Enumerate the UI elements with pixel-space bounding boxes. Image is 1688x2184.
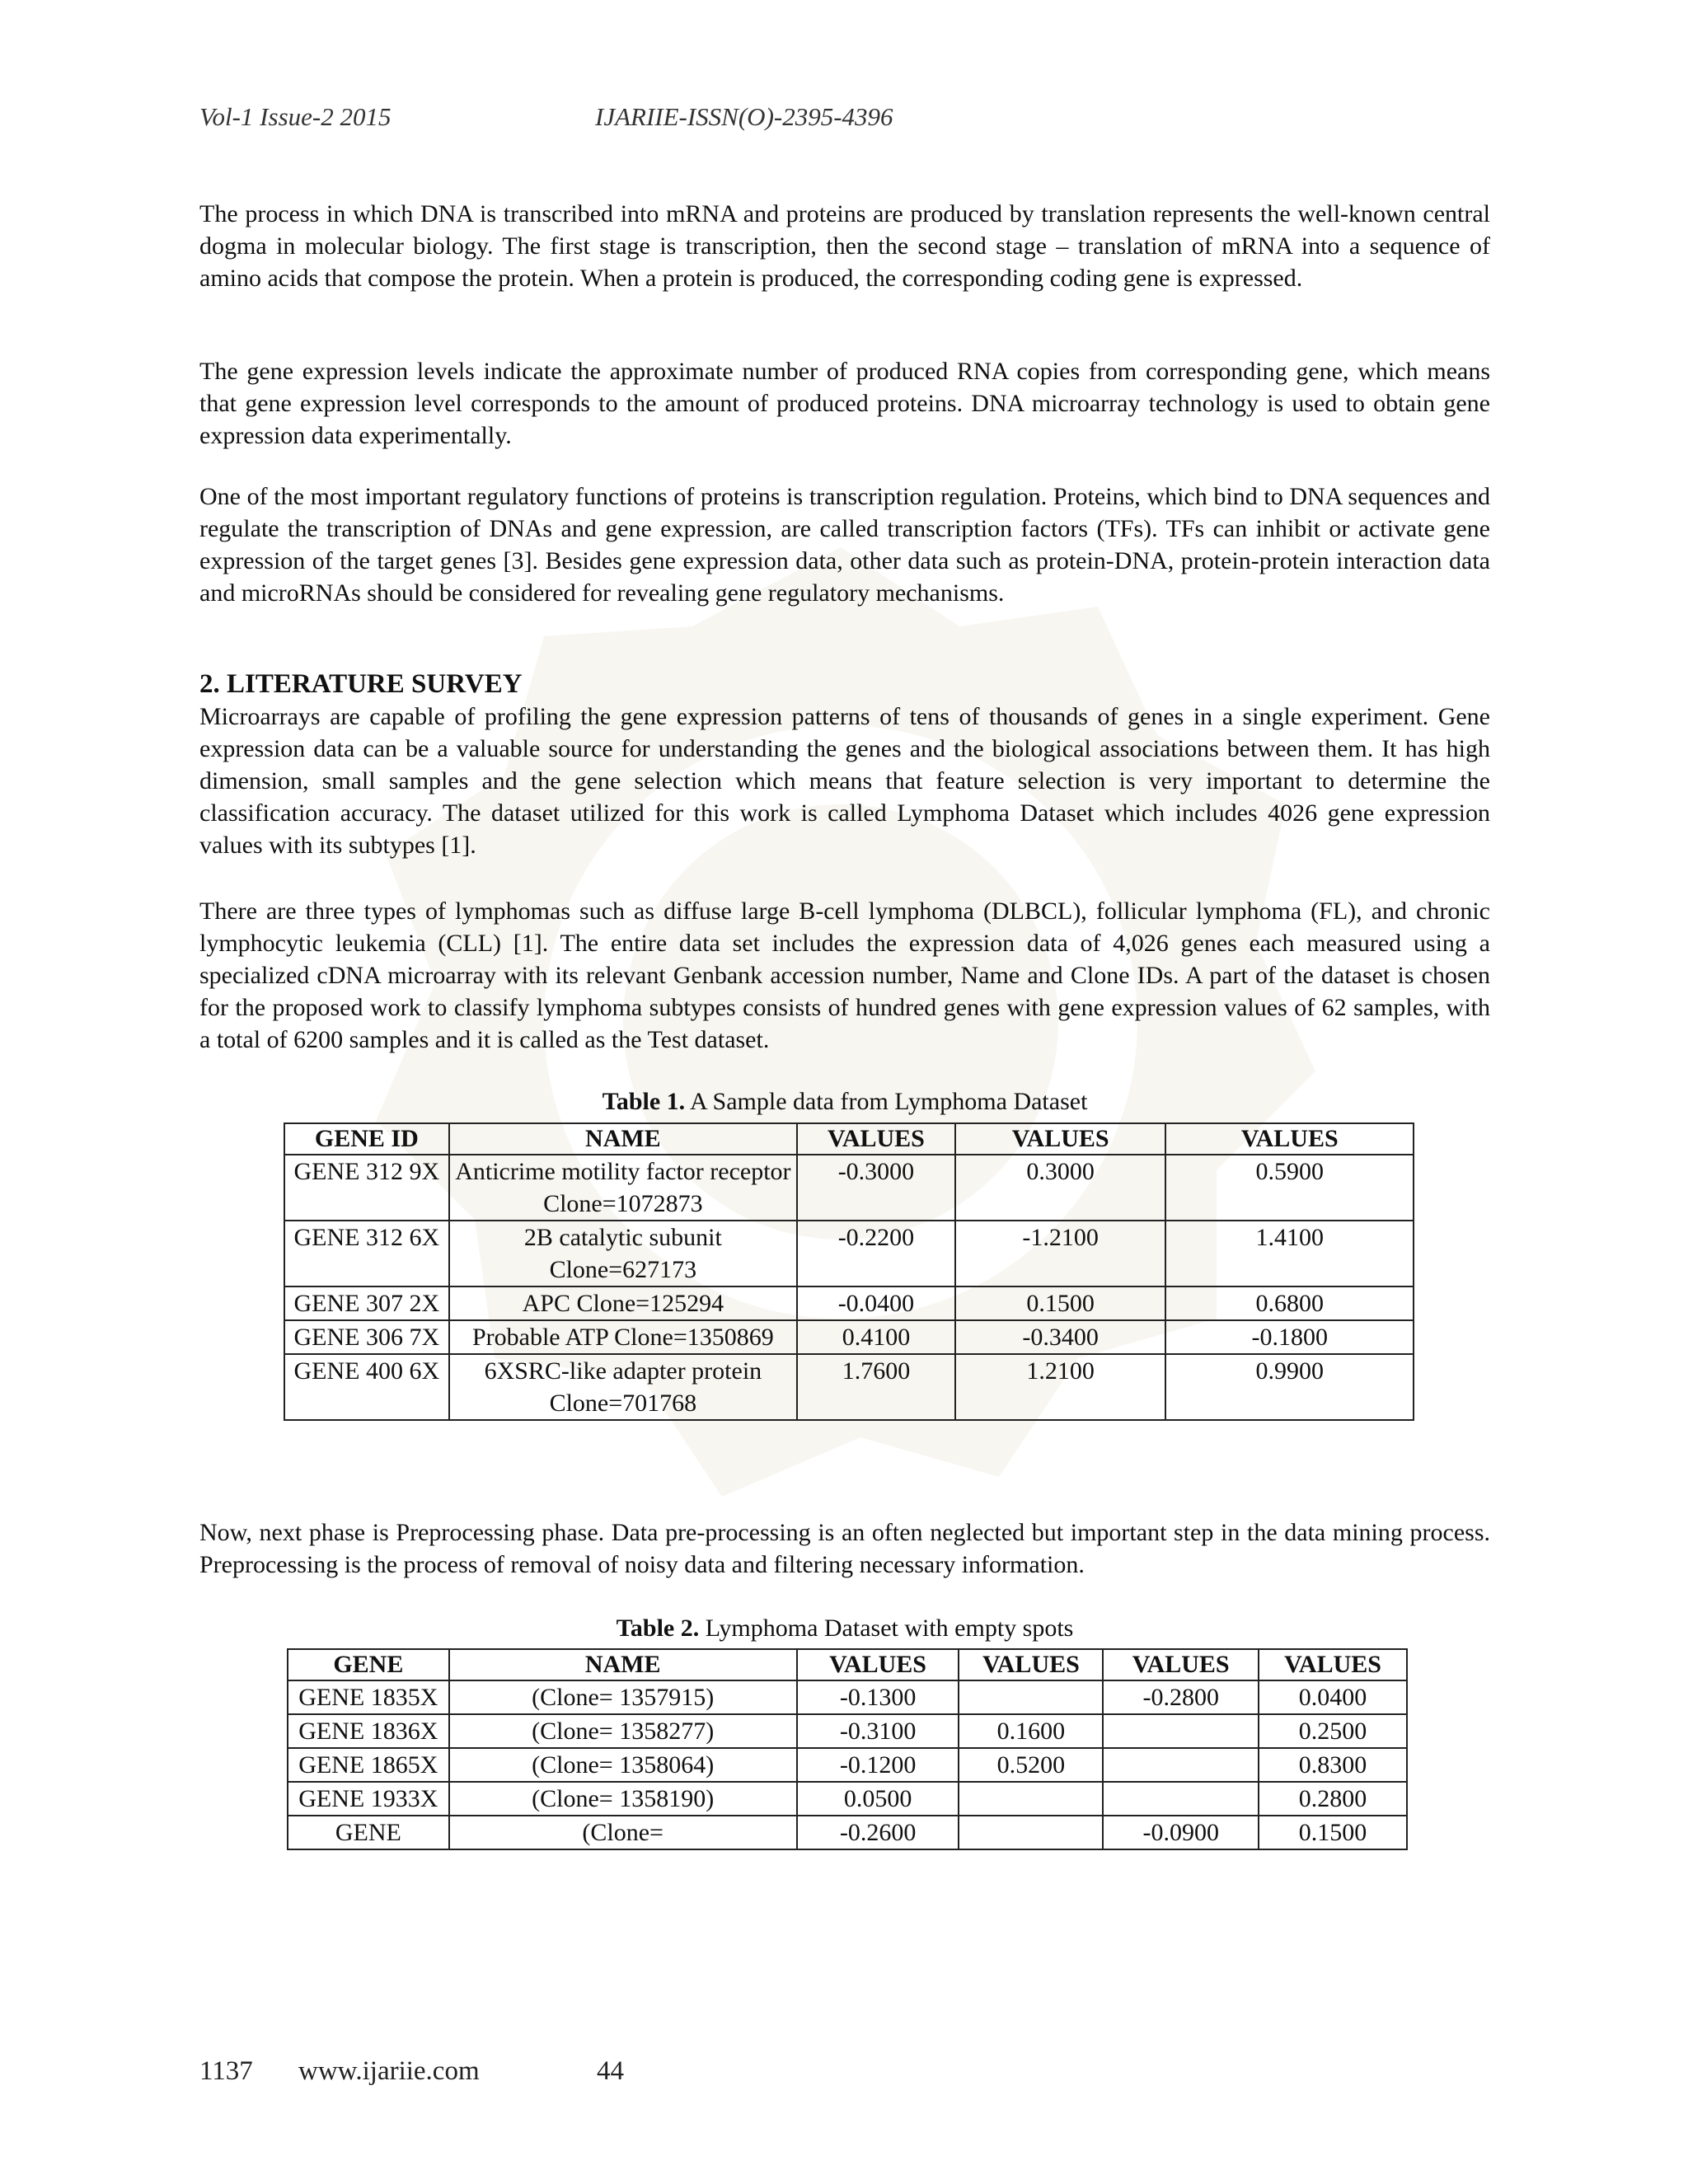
table-cell: GENE 400 6X: [284, 1354, 449, 1420]
table-cell: 0.1500: [955, 1286, 1166, 1320]
table-cell: (Clone= 1358277): [449, 1714, 797, 1748]
table-cell: 1.4100: [1165, 1221, 1414, 1286]
footer-page-number: 44: [597, 2056, 624, 2086]
table-cell: -0.0900: [1103, 1816, 1259, 1849]
paragraph-microarrays: Microarrays are capable of profiling the gene expression patterns of tens of thousands of genes in a single experiment. Gene expression data can be a valuable source for understanding the genes and the biological associations between them. It has high dimension, small samples and the gene selection which means that feature selection is very important to determine the classification accuracy. The dataset utilized for this work is called Lymphoma Dataset which includes 4026 gene expression values with its subtypes [1].: [199, 703, 1490, 859]
table-row: [284, 1354, 1414, 1420]
table-1-caption-label: Table 1.: [602, 1088, 686, 1115]
table-cell: (Clone=: [449, 1816, 797, 1849]
table-cell: 0.5900: [1165, 1155, 1414, 1221]
table-cell: -0.3400: [955, 1320, 1166, 1354]
table-2-caption: [199, 1613, 1490, 1644]
column-header: VALUES: [1165, 1123, 1414, 1155]
footer-article-number: 1137: [199, 2056, 253, 2086]
table-cell: GENE 1933X: [288, 1782, 449, 1816]
table-cell: 0.3000: [955, 1155, 1166, 1221]
table-cell: (Clone= 1358190): [449, 1782, 797, 1816]
column-header: VALUES: [959, 1649, 1103, 1680]
table-cell: -0.2600: [797, 1816, 959, 1849]
column-header: VALUES: [797, 1123, 955, 1155]
table-cell: GENE 312 6X: [284, 1221, 449, 1286]
table-cell: GENE 312 9X: [284, 1155, 449, 1221]
paragraph-2-block: [199, 355, 1490, 452]
table-header-row: [284, 1123, 1414, 1155]
section-literature-survey: [199, 668, 1490, 861]
table-1-sample-lymphoma: [284, 1122, 1414, 1421]
table-cell: GENE 1865X: [288, 1748, 449, 1782]
table-cell: APC Clone=125294: [449, 1286, 797, 1320]
table-2-empty-spots: [287, 1648, 1408, 1850]
table-row: [288, 1748, 1407, 1782]
column-header: NAME: [449, 1123, 797, 1155]
table-cell: (Clone= 1357915): [449, 1680, 797, 1714]
section-heading: 2. LITERATURE SURVEY: [199, 669, 523, 699]
paragraph-1-block: [199, 198, 1490, 294]
paragraph-3-block: [199, 480, 1490, 609]
table-row: [284, 1155, 1414, 1221]
table-1-caption-text: A Sample data from Lymphoma Dataset: [685, 1088, 1088, 1115]
table-cell: 1.2100: [955, 1354, 1166, 1420]
table-cell: -0.1300: [797, 1680, 959, 1714]
table-cell: 0.4100: [797, 1320, 955, 1354]
table-1-caption-block: [199, 1086, 1490, 1118]
paragraph-5-block: [199, 895, 1490, 1056]
table-row: [284, 1221, 1414, 1286]
table-cell: 0.0400: [1259, 1680, 1407, 1714]
table-cell: GENE 1836X: [288, 1714, 449, 1748]
paragraph-transcription-factors: One of the most important regulatory functions of proteins is transcription regulation. Proteins, which bind to DNA sequences and regulate the transcription of DNAs and gene expression, are called transcription factors (TFs). TFs can inhibit or activate gene expression of the target genes [3]. Besides gene expression data, other data such as protein-DNA, protein-protein interaction data and microRNAs should be considered for revealing gene regulatory mechanisms.: [199, 483, 1490, 607]
footer-website: www.ijariie.com: [298, 2056, 480, 2086]
table-cell: 0.9900: [1165, 1354, 1414, 1420]
paragraph-preprocessing: Now, next phase is Preprocessing phase. Data pre-processing is an often neglected but important step in the data mining process. Preprocessing is the process of removal of noisy data and filtering necessary information.: [199, 1519, 1490, 1578]
table-cell: -0.2200: [797, 1221, 955, 1286]
paragraph-expression-levels: The gene expression levels indicate the approximate number of produced RNA copies from corresponding gene, which means that gene expression level corresponds to the amount of produced proteins. DNA microarray technology is used to obtain gene expression data experimentally.: [199, 358, 1490, 449]
table-cell: 0.6800: [1165, 1286, 1414, 1320]
table-cell: GENE 306 7X: [284, 1320, 449, 1354]
table-1-caption: [199, 1086, 1490, 1118]
table-cell: 2B catalytic subunit Clone=627173: [449, 1221, 797, 1286]
column-header: NAME: [449, 1649, 797, 1680]
table-cell: 1.7600: [797, 1354, 955, 1420]
table-row: [288, 1816, 1407, 1849]
table-cell: -0.0400: [797, 1286, 955, 1320]
table-cell: 0.5200: [959, 1748, 1103, 1782]
table-cell: -1.2100: [955, 1221, 1166, 1286]
table-cell: 0.1500: [1259, 1816, 1407, 1849]
table-cell: 0.0500: [797, 1782, 959, 1816]
table-cell: [959, 1782, 1103, 1816]
table-2-caption-text: Lymphoma Dataset with empty spots: [699, 1615, 1074, 1642]
column-header: VALUES: [1259, 1649, 1407, 1680]
table-row: [284, 1320, 1414, 1354]
table-cell: GENE 1835X: [288, 1680, 449, 1714]
table-cell: 0.2500: [1259, 1714, 1407, 1748]
table-cell: [959, 1816, 1103, 1849]
column-header: VALUES: [797, 1649, 959, 1680]
paragraph-6-block: [199, 1516, 1490, 1581]
table-cell: 0.2800: [1259, 1782, 1407, 1816]
table-row: [284, 1286, 1414, 1320]
column-header: VALUES: [1103, 1649, 1259, 1680]
table-cell: GENE 307 2X: [284, 1286, 449, 1320]
table-cell: [1103, 1748, 1259, 1782]
table-cell: 6XSRC-like adapter protein Clone=701768: [449, 1354, 797, 1420]
table-2-caption-block: [199, 1613, 1490, 1644]
table-cell: -0.2800: [1103, 1680, 1259, 1714]
header-journal-issn: IJARIIE-ISSN(O)-2395-4396: [595, 102, 893, 131]
table-cell: -0.1800: [1165, 1320, 1414, 1354]
column-header: GENE: [288, 1649, 449, 1680]
running-header: [199, 102, 893, 132]
paragraph-central-dogma: The process in which DNA is transcribed into mRNA and proteins are produced by translation represents the well-known central dogma in molecular biology. The first stage is transcription, then the second stage – translation of mRNA into a sequence of amino acids that compose the protein. When a protein is produced, the corresponding coding gene is expressed.: [199, 200, 1490, 292]
paragraph-lymphoma-types: There are three types of lymphomas such as diffuse large B-cell lymphoma (DLBCL), follicular lymphoma (FL), and chronic lymphocytic leukemia (CLL) [1]. The entire data set includes the expression data of 4,026 genes each measured using a specialized cDNA microarray with its relevant Genbank accession number, Name and Clone IDs. A part of the dataset is chosen for the proposed work to classify lymphoma subtypes consists of hundred genes with gene expression values of 62 samples, with a total of 6200 samples and it is called as the Test dataset.: [199, 898, 1490, 1053]
column-header: VALUES: [955, 1123, 1166, 1155]
table-row: [288, 1782, 1407, 1816]
table-2-caption-label: Table 2.: [616, 1615, 700, 1642]
table-cell: Anticrime motility factor receptor Clone=1072873: [449, 1155, 797, 1221]
table-cell: (Clone= 1358064): [449, 1748, 797, 1782]
table-cell: 0.1600: [959, 1714, 1103, 1748]
table-row: [288, 1680, 1407, 1714]
table-cell: 0.8300: [1259, 1748, 1407, 1782]
table-cell: GENE: [288, 1816, 449, 1849]
table-cell: [959, 1680, 1103, 1714]
table-cell: -0.1200: [797, 1748, 959, 1782]
table-cell: Probable ATP Clone=1350869: [449, 1320, 797, 1354]
table-cell: [1103, 1782, 1259, 1816]
table-row: [288, 1714, 1407, 1748]
header-volume: Vol-1 Issue-2 2015: [199, 102, 392, 131]
table-cell: [1103, 1714, 1259, 1748]
table-header-row: [288, 1649, 1407, 1680]
table-cell: -0.3100: [797, 1714, 959, 1748]
column-header: GENE ID: [284, 1123, 449, 1155]
table-cell: -0.3000: [797, 1155, 955, 1221]
